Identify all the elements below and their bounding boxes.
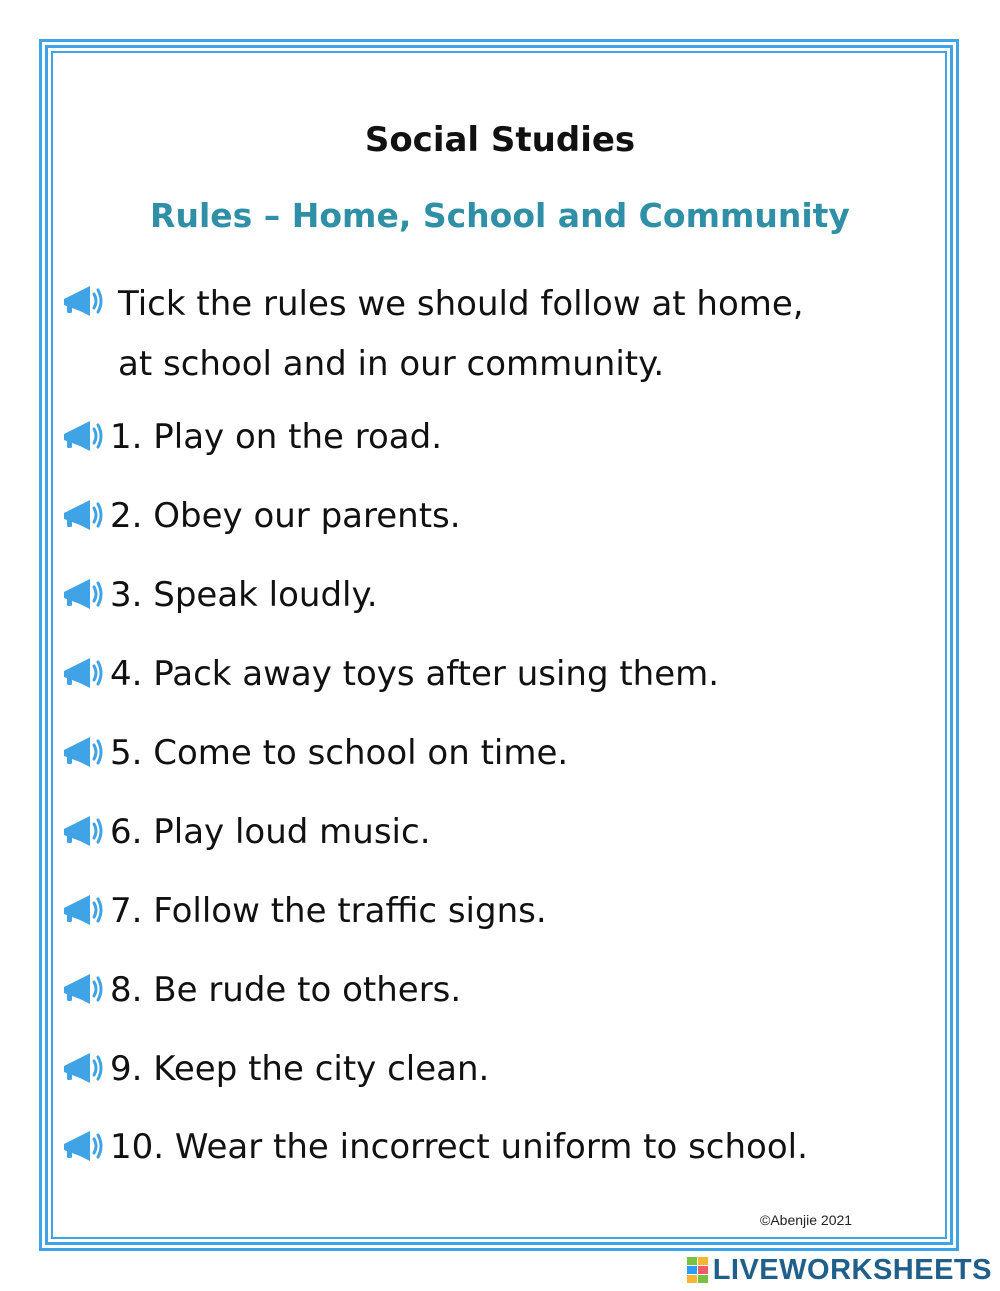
megaphone-icon[interactable] (60, 654, 106, 694)
rule-label: Pack away toys after using them. (153, 654, 720, 694)
rule-number: 4. (110, 654, 143, 694)
megaphone-icon[interactable] (60, 812, 106, 852)
page-title: Social Studies (364, 120, 636, 160)
megaphone-icon[interactable] (60, 891, 106, 931)
brand-name: LIVEWORKSHEETS (712, 1253, 992, 1286)
megaphone-icon[interactable] (60, 733, 106, 773)
rule-label: Follow the traffic signs. (153, 891, 547, 931)
rule-text (110, 493, 461, 539)
rule-label: Obey our parents. (153, 496, 461, 536)
instruction-line-1: Tick the rules we should follow at home, (118, 284, 804, 324)
rule-text (110, 1124, 808, 1170)
rule-text (110, 967, 461, 1013)
rule-number: 1. (110, 417, 143, 457)
megaphone-icon[interactable] (60, 496, 106, 536)
rule-text (110, 888, 547, 934)
rule-label: Speak loudly. (153, 575, 378, 615)
rule-label: Play loud music. (153, 812, 431, 852)
rule-text (110, 572, 378, 618)
instruction-line-2: at school and in our community. (118, 344, 665, 384)
liveworksheets-brand[interactable] (687, 1254, 992, 1286)
rule-item-4 (60, 651, 920, 701)
rule-label: Come to school on time. (153, 733, 569, 773)
rule-number: 3. (110, 575, 143, 615)
rule-number: 6. (110, 812, 143, 852)
rule-item-1 (60, 414, 920, 464)
rule-text (110, 414, 442, 460)
rule-item-5 (60, 730, 920, 780)
megaphone-icon[interactable] (60, 575, 106, 615)
rule-number: 9. (110, 1049, 143, 1089)
megaphone-icon[interactable] (60, 970, 106, 1010)
rule-item-7 (60, 888, 920, 938)
megaphone-icon[interactable] (60, 417, 106, 457)
rule-item-9 (60, 1046, 920, 1096)
rule-number: 8. (110, 970, 143, 1010)
copyright-notice: ©Abenjie 2021 (760, 1212, 853, 1228)
rule-text (110, 809, 431, 855)
rule-number: 5. (110, 733, 143, 773)
rule-text (110, 1046, 489, 1092)
rule-label: Keep the city clean. (153, 1049, 490, 1089)
rule-label: Wear the incorrect uniform to school. (174, 1127, 808, 1167)
rule-label: Play on the road. (153, 417, 442, 457)
rule-item-2 (60, 493, 920, 543)
megaphone-icon[interactable] (60, 1127, 106, 1167)
rule-number: 10. (110, 1127, 165, 1167)
rule-item-8 (60, 967, 920, 1017)
rule-item-3 (60, 572, 920, 622)
megaphone-icon[interactable] (60, 282, 106, 322)
liveworksheets-logo-icon (687, 1257, 709, 1283)
megaphone-icon[interactable] (60, 1049, 106, 1089)
page-subtitle: Rules – Home, School and Community (150, 196, 850, 235)
rule-label: Be rude to others. (153, 970, 462, 1010)
rule-item-10 (60, 1124, 920, 1174)
rule-item-6 (60, 809, 920, 859)
rule-number: 2. (110, 496, 143, 536)
instruction-text (118, 274, 878, 394)
rule-number: 7. (110, 891, 143, 931)
rule-text (110, 651, 719, 697)
rule-text (110, 730, 568, 776)
